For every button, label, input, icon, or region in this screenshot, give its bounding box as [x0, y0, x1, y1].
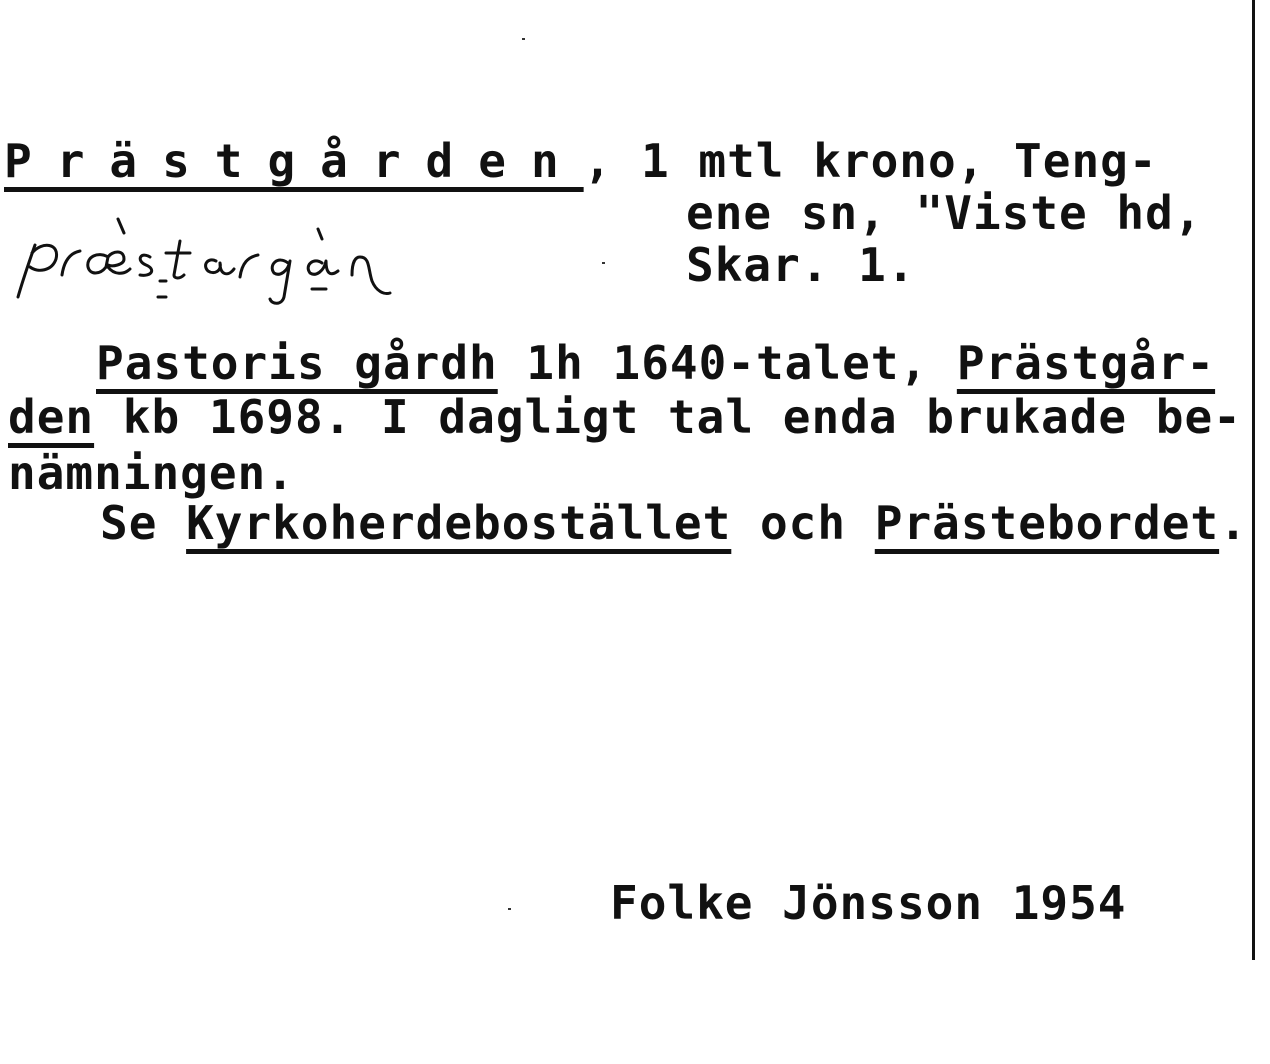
see-also-prefix: Se	[100, 496, 187, 550]
see-also-suffix: .	[1219, 496, 1248, 550]
entry-line-1: , 1 mtl krono, Teng-	[583, 134, 1158, 188]
see-also-joiner: och	[731, 496, 875, 550]
paragraph-line-1-middle: 1h 1640-talet,	[497, 336, 957, 390]
paragraph-line-3: nämningen.	[8, 446, 295, 500]
entry-line-2: ene sn, "Viste hd,	[686, 186, 1203, 240]
headword: Prästgården	[4, 134, 584, 188]
paragraph-line-2	[8, 390, 1242, 444]
entry-line-3: Skar. 1.	[686, 238, 916, 292]
cross-reference-kyrkoherdebostallet: Kyrkoherdebostället	[186, 496, 732, 550]
scan-speck	[508, 908, 511, 910]
scan-speck	[602, 262, 605, 264]
signature: Folke Jönsson 1954	[610, 876, 1127, 930]
handwritten-pronunciation	[0, 205, 420, 320]
entry-header-line	[4, 134, 1158, 188]
paragraph-line-2-rest: kb 1698. I dagligt tal enda brukade be-	[94, 390, 1242, 444]
cross-reference-prastebordet: Prästebordet	[874, 496, 1220, 550]
term-prastgarden-part1: Prästgår-	[956, 336, 1216, 390]
term-prastgarden-part2: den	[8, 390, 95, 444]
term-pastoris-gardh: Pastoris gårdh	[96, 336, 498, 390]
see-also-line	[100, 496, 1248, 550]
paragraph-line-1	[96, 336, 1216, 390]
scan-speck	[522, 38, 525, 40]
card-edge-line	[1252, 0, 1255, 960]
